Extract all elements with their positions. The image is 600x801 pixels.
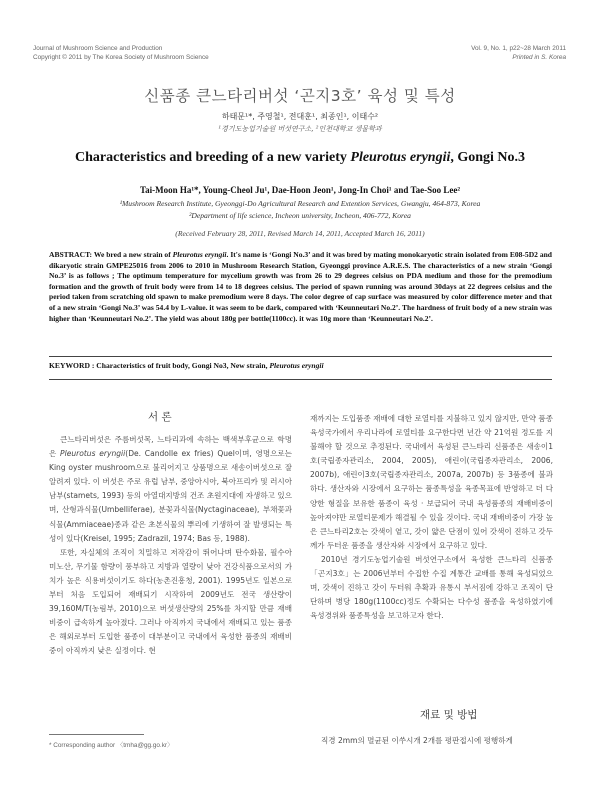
methods-paragraph-1: 직경 2mm의 멸균된 이쑤시개 2개를 평판접시에 평행하게 [321,736,513,745]
footnote-corresponding-author: * Corresponding author 〈tmha@gg.go.kr〉 [49,742,174,749]
intro-heading: 서 론 [148,411,172,423]
abstract-body: . It's name is ‘Gongi No.3’ and it was bred by mating monokaryotic strain isolated from E08-5D2 and dikaryotic strain GMPE25016 from 2006 to 2010 in Mushroom Research Station, Gyeonggi province A.R.E.S. The characteristics of a new strain ‘Gongi No.3’ is as follows ; The optimum temperature for mycelium growth was from 26 to 29 degrees celsius on PDA medium and those for the premodium formation and the growth of fruit body were from 14 to 18 degrees celsius. The period of spawn running was around 30days at 22 degrees celsius and the period taken from scratching old spawn to make premodium were 8 days. The color degree of cap surface was measured by color difference meter and that of a new strain ‘Gongi No.3’ was 54.4 by L-value. it was seem to be dark, compared with ‘Keunneutari No.2’. The hardness of fruit body of a new strain was higher than ‘Keunneutari No.2’. The yield was about 180g per bottle(1100cc). it was 10g more than ‘Keunneutari No.2’. [49,250,552,323]
abstract [49,250,552,324]
english-affiliation-2: ²Department of life science, Incheon university, Incheon, 406-772, Korea [189,211,411,220]
intro-p1-a: 큰느타리버섯은 주름버섯목, 느타리과에 속하는 백색부후균으로 학명은 [49,435,292,459]
title-suffix: , Gongi No.3 [450,150,526,165]
intro-paragraph-2-cont: 재까지는 도입품종 재배에 대한 로열티를 지불하고 있지 않지만, 만약 품종 육성국가에서 우리나라에 로열티를 요구한다면 년간 약 21억원 정도를 지불해야 할 것으로 추정된다. 국내에서 육성된 큰느타리 신품종은 새송이1호(국립종자관리소, 2004, 2005), 애린이(국립종자관리소, 2006, 2007b), 애린이3호(국립종자관리소, 2007a, 2007b) 등 3품종에 불과하다. 생산자와 시장에서 요구하는 품종특성을 육종목표에 반영하고 더 다양한 형질을 보유한 품종이 육성 · 보급되어 국내 육성품종의 재배비중이 높아져야만 로열티문제가 해결될 수 있을 것이다. 국내 재배비중이 가장 높은 큰느타리2호는 갓색이 옅고, 갓이 얇은 단점이 있어 갓색이 진하고 갓두께가 두터운 품종을 생산자와 시장에서 요구하고 있다. [310,414,553,550]
english-authors: Tai-Moon Ha¹*, Young-Cheol Ju¹, Dae-Hoon Jeon¹, Jong-In Choi¹ and Tae-Soo Lee² [139,185,461,195]
keyword-species: Pleurotus eryngii [269,361,324,370]
intro-p1-species: Pleurotus eryngii [60,449,126,459]
keywords [49,361,324,370]
intro-paragraph-1 [49,433,292,546]
abstract-species: Pleurotus eryngii [172,250,227,259]
korean-authors: 하태문¹*, 주영철¹, 전대훈¹, 최종인¹, 이태수² [221,112,379,121]
intro-right-column [310,412,553,623]
methods-heading: 재료 및 방법 [420,709,478,721]
journal-copyright: Copyright © 2011 by The Korea Society of Mushroom Science [33,54,209,61]
journal-name: Journal of Mushroom Science and Production [33,45,163,52]
received-dates: (Received February 28, 2011, Revised March 14, 2011, Accepted March 16, 2011) [175,229,425,238]
intro-paragraph-3: 2010년 경기도농업기술원 버섯연구소에서 육성한 큰느타리 신품종 「곤지3호」는 2006년부터 수집한 수집 계통간 교배를 통해 육성되었으며, 갓색이 진하고 갓이 두터워 추확과 유통시 부서짐에 강하고 조직이 단단하며 병당 180g(1100cc)정도 수확되는 다수성 품종을 육성하였기에 육성경위와 품종특성을 보고하고자 한다. [310,554,553,621]
issue-info: Vol. 9, No. 1, p22~28 March 2011 [471,45,566,52]
journal-header [33,44,209,62]
title-prefix: Characteristics and breeding of a new variety [74,150,351,165]
keyword-top-rule [49,356,552,357]
printed-info: Printed in S. Korea [512,54,566,61]
methods-column [310,734,553,748]
intro-paragraph-2: 또한, 자실체의 조직이 치밀하고 저작감이 뛰어나며 탄수화물, 필수아미노산, 무기물 함량이 풍부하고 지방과 열량이 낮아 건강식품으로서의 가치가 높은 식용버섯이기도 하다(농촌진흥청, 2001). 1995년도 일본으로부터 처음 도입되어 재배되기 시작하여 2009년도 전국 생산량이 39,160M/T(농림부, 2010)으로 버섯생산량의 25%를 차지할 만큼 재배비중이 급속하게 높아졌다. 그러나 아직까지 국내에서 재배되고 있는 품종은 해외로부터 도입한 품종이 대부분이고 국내에서 육성한 품종의 재배비중이 아직까지 낮은 실정이다. 현 [49,547,292,656]
korean-affiliations: ¹경기도농업기술원 버섯연구소, ²인천대학교 생물학과 [218,125,382,133]
title-species: Pleurotus eryngii [350,150,451,165]
footnote-rule [49,734,144,735]
korean-title: 신품종 큰느타리버섯 ‘곤지3호’ 육성 및 특성 [144,87,456,105]
intro-left-column [49,433,292,659]
issue-header [471,44,566,62]
english-title [0,150,600,166]
abstract-lead: ABSTRACT: We bred a new strain of [49,250,173,259]
keyword-bottom-rule [49,379,552,380]
keyword-lead: KEYWORD : Characteristics of fruit body, Gongi No3, New strain, [49,361,270,370]
english-affiliation-1: ¹Mushroom Research Institute, Gyeonggi-Do Agricultural Research and Extention Services, Gwangju, 464-873, Korea [119,199,481,208]
intro-p1-b: (De. Candolle ex fries) Quel이며, 영명으로는 King oyster mushroom으로 불리어지고 상품명으로 새송이버섯으로 잘 알려져 있다. 이 버섯은 주로 유럽 남부, 중앙아시아, 북아프리카 및 러시아 남부(stamets, 1993) 등의 아열대지방의 건조 초원지대에 자생하고 있으며, 산형과식물(Umbelliferae), 분꽃과식물(Nyctaginaceae), 부채꽃과식물(Ammiaceae)종과 같은 초본식물의 뿌리에 기생하여 잘 발생되는 특성이 있다(Kreisel, 1995; Zadrazil, 1974; Bas 등, 1988). [49,449,292,543]
